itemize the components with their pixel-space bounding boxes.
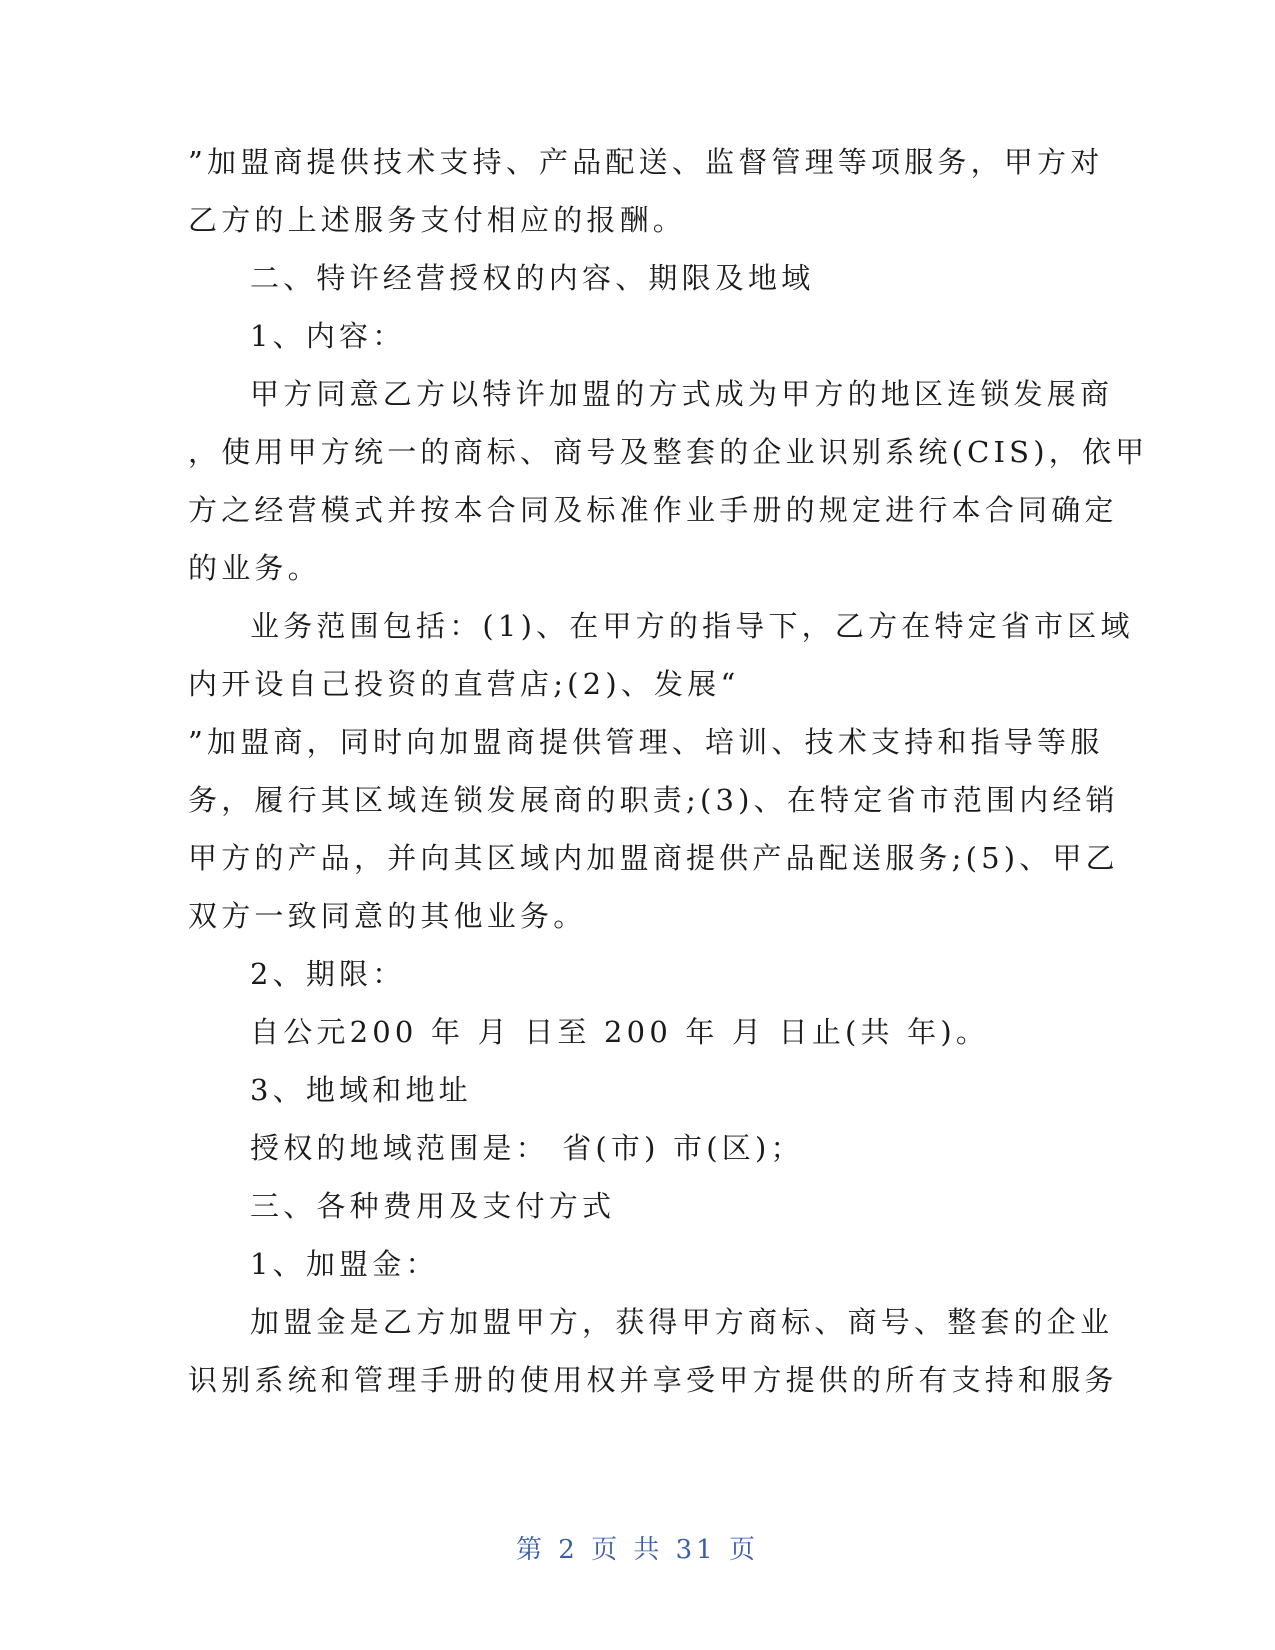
body-line: 内开设自己投资的直营店;(2)、发展“ <box>188 667 740 701</box>
body-line: 识别系统和管理手册的使用权并享受甲方提供的所有支持和服务 <box>188 1363 1118 1397</box>
body-line: 业务范围包括：(1)、在甲方的指导下，乙方在特定省市区域 <box>250 609 1134 643</box>
body-line: 的业务。 <box>188 551 321 585</box>
section-heading: 三、各种费用及支付方式 <box>250 1189 616 1223</box>
footer-suffix: 页 <box>728 1535 759 1565</box>
footer-middle: 页 共 <box>591 1535 664 1565</box>
body-line: 方之经营模式并按本合同及标准作业手册的规定进行本合同确定 <box>188 493 1118 527</box>
page-footer <box>0 1532 1275 1568</box>
subsection-heading: 2、期限： <box>250 957 406 991</box>
current-page-number: 2 <box>558 1535 579 1565</box>
subsection-heading: 1、加盟金： <box>250 1247 439 1281</box>
subsection-heading: 3、地域和地址 <box>250 1073 472 1107</box>
body-line: 双方一致同意的其他业务。 <box>188 899 587 933</box>
body-line: 甲方的产品，并向其区域内加盟商提供产品配送服务;(5)、甲乙 <box>188 841 1119 875</box>
body-line: 务，履行其区域连锁发展商的职责;(3)、在特定省市范围内经销 <box>188 783 1119 817</box>
section-heading: 二、特许经营授权的内容、期限及地域 <box>250 261 815 295</box>
body-line: ”加盟商提供技术支持、产品配送、监督管理等项服务，甲方对 <box>188 145 1104 179</box>
total-page-count: 31 <box>675 1535 717 1565</box>
body-line: 甲方同意乙方以特许加盟的方式成为甲方的地区连锁发展商 <box>250 377 1114 411</box>
body-line: 乙方的上述服务支付相应的报酬。 <box>188 203 687 237</box>
body-line: 加盟金是乙方加盟甲方，获得甲方商标、商号、整套的企业 <box>250 1305 1114 1339</box>
footer-prefix: 第 <box>516 1535 547 1565</box>
body-line: 自公元200 年 月 日至 200 年 月 日止(共 年)。 <box>250 1015 990 1049</box>
body-line: ，使用甲方统一的商标、商号及整套的企业识别系统(CIS)，依甲 <box>188 435 1149 469</box>
body-line: 授权的地域范围是： 省(市) 市(区)； <box>250 1131 804 1165</box>
subsection-heading: 1、内容： <box>250 319 406 353</box>
body-line: ”加盟商，同时向加盟商提供管理、培训、技术支持和指导等服 <box>188 725 1104 759</box>
